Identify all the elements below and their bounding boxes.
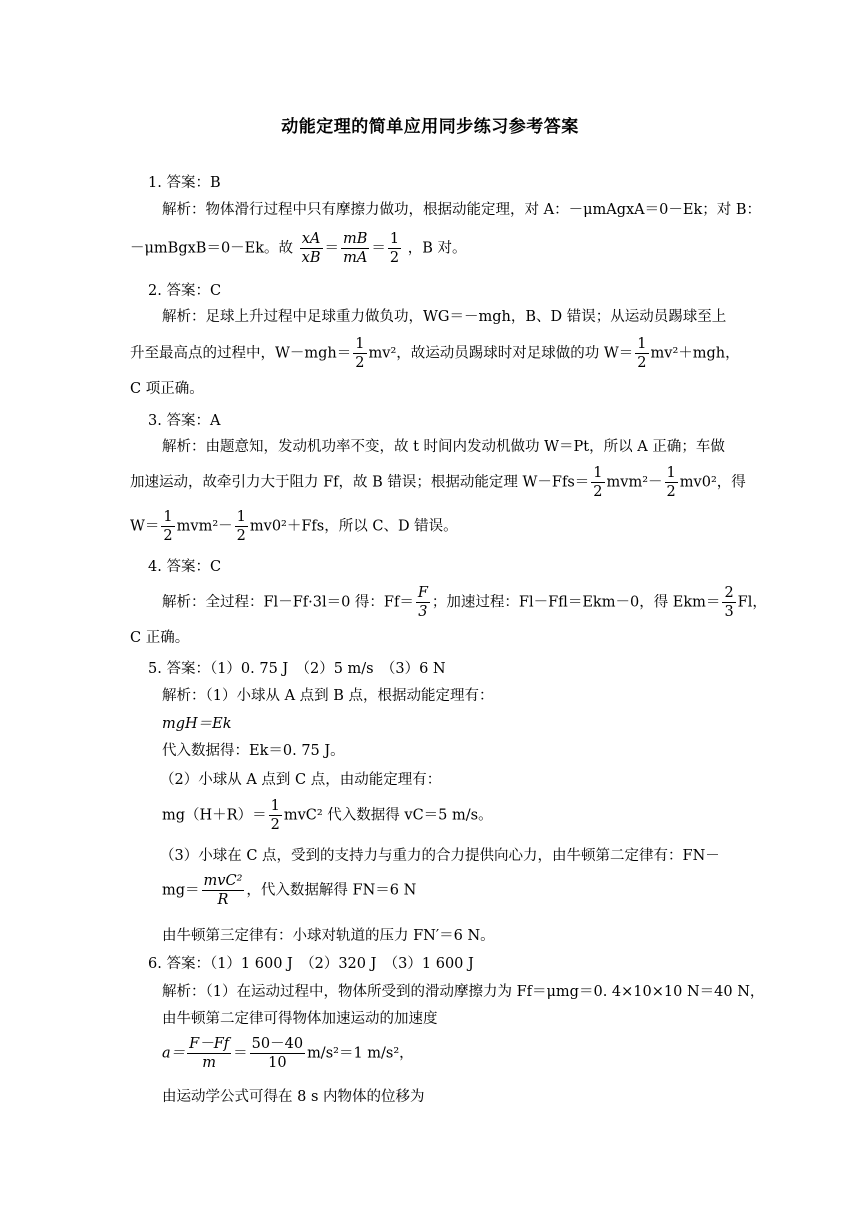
explanation-5-line-4: （2）小球从 A 点到 C 点，由动能定理有： <box>160 772 442 788</box>
numerator: 1 <box>389 231 400 247</box>
denominator: 2 <box>163 528 173 544</box>
explanation-2-line-1: 解析：足球上升过程中足球重力做负功，WG＝－mgh，B、D 错误；从运动员踢球至上 <box>162 309 727 325</box>
numerator: mB <box>343 231 368 247</box>
denominator: mA <box>343 250 368 266</box>
fraction <box>235 508 248 545</box>
answer-6: 6. 答案：（1）1 600 J （2）320 J （3）1 600 J <box>148 956 474 972</box>
text-segment: ，B 对。 <box>407 240 467 257</box>
explanation-2-line-3: C 项正确。 <box>130 381 204 397</box>
explanation-2-line-2 <box>0 335 860 372</box>
denominator: m <box>202 1055 217 1071</box>
text-segment: mvm²－ <box>176 518 233 535</box>
explanation-6-line-4: 由运动学公式可得在 8 s 内物体的位移为 <box>162 1089 425 1105</box>
text-segment: a＝ <box>162 1045 186 1062</box>
explanation-5-line-3: 代入数据得：Ek＝0. 75 J。 <box>162 743 345 759</box>
fraction <box>300 230 323 267</box>
fraction <box>250 1035 305 1072</box>
numerator: 50－40 <box>251 1036 304 1052</box>
text-segment: mv0²＋Ffs，所以 C、D 错误。 <box>249 518 458 535</box>
text-segment: 升至最高点的过程中，W－mgh＝ <box>130 345 352 362</box>
explanation-1-line-2: －μmBgxB＝0－Ek。故 $\frac{xA}{xB}$ ＝ $\frac{mB}{mA}$ ＝ $\frac{1}{2}$ ，B 对。 <box>130 231 467 266</box>
text-segment: m/s²＝1 m/s²， <box>307 1045 414 1062</box>
text-segment: mv0²，得 <box>679 474 746 491</box>
denominator: 2 <box>637 355 647 371</box>
denominator: 2 <box>355 355 365 371</box>
explanation-5-line-7 <box>0 872 860 909</box>
explanation-3-line-2 <box>0 464 860 501</box>
denominator: 3 <box>724 604 734 620</box>
denominator: 10 <box>268 1055 287 1071</box>
fraction <box>341 230 369 267</box>
fraction <box>635 335 648 372</box>
explanation-5-line-5 <box>0 797 860 834</box>
numerator: 1 <box>355 336 365 352</box>
text-segment: Fl， <box>737 594 767 611</box>
explanation-6-line-2: 由牛顿第二定律可得物体加速运动的加速度 <box>162 1011 438 1027</box>
explanation-5-line-6: （3）小球在 C 点，受到的支持力与重力的合力提供向心力，由牛顿第二定律有：FN－ <box>160 848 720 864</box>
text-segment: ；加速过程：Fl－Ffl＝Ekm－0，得 Ekm＝ <box>431 594 721 611</box>
explanation-5-line-8: 由牛顿第三定律有：小球对轨道的压力 FN′＝6 N。 <box>162 928 495 944</box>
text-segment: mg（H＋R）＝ <box>162 807 267 824</box>
fraction <box>388 230 401 267</box>
explanation-1-line-1: 解析：物体滑行过程中只有摩擦力做功，根据动能定理，对 A：－μmAgxA＝0－Ek；对 B： <box>162 202 762 218</box>
numerator: 1 <box>270 798 280 814</box>
explanation-3-line-3 <box>0 508 860 545</box>
text-segment: mv²＋mgh， <box>650 345 740 362</box>
text-segment: mvm²－ <box>606 474 663 491</box>
denominator: 2 <box>236 528 246 544</box>
text-segment: 解析：全过程：Fl－Ff·3l＝0 得：Ff＝ <box>162 594 414 611</box>
numerator: 2 <box>724 585 734 601</box>
numerator: 1 <box>637 336 647 352</box>
denominator: 2 <box>593 484 603 500</box>
fraction <box>269 797 282 834</box>
answer-3: 3. 答案：A <box>148 413 221 429</box>
fraction <box>591 464 604 501</box>
denominator: 2 <box>270 817 280 833</box>
answer-1: 1. 答案：B <box>148 175 221 191</box>
numerator: 1 <box>666 465 676 481</box>
answer-2: 2. 答案：C <box>148 283 222 299</box>
fraction <box>665 464 678 501</box>
numerator: 1 <box>163 509 173 525</box>
explanation-4-line-1 <box>0 584 860 621</box>
fraction <box>416 584 430 621</box>
fraction <box>202 872 245 909</box>
explanation-3-line-1: 解析：由题意知，发动机功率不变，故 t 时间内发动机做功 W＝Pt，所以 A 正确；车做 <box>162 439 725 455</box>
denominator: R <box>217 892 229 908</box>
numerator: 1 <box>593 465 603 481</box>
text-segment: mvC² 代入数据得 vC＝5 m/s。 <box>283 807 493 824</box>
numerator: mvC² <box>203 873 243 889</box>
numerator: F <box>417 585 428 601</box>
fraction <box>353 335 366 372</box>
text-segment: 加速运动，故牵引力大于阻力 Ff，故 B 错误；根据动能定理 W－Ffs＝ <box>130 474 590 491</box>
answer-4: 4. 答案：C <box>148 559 222 575</box>
fraction <box>722 584 735 621</box>
text-segment: －μmBgxB＝0－Ek。故 <box>130 240 294 257</box>
fraction <box>161 508 174 545</box>
denominator: 2 <box>389 250 400 266</box>
explanation-5-line-1: 解析：（1）小球从 A 点到 B 点，根据动能定理有： <box>162 688 494 704</box>
text-segment: ＝ <box>233 1045 248 1062</box>
explanation-4-line-2: C 正确。 <box>130 630 190 646</box>
text-segment: ，代入数据解得 FN＝6 N <box>246 882 417 899</box>
fraction <box>187 1035 231 1072</box>
text-segment: W＝ <box>130 518 160 535</box>
text-segment: mv²，故运动员踢球时对足球做的功 W＝ <box>368 345 634 362</box>
denominator: 3 <box>418 604 428 620</box>
explanation-6-line-1: 解析：（1）在运动过程中，物体所受到的滑动摩擦力为 Ff＝μmg＝0. 4×10×10 N＝40 N， <box>162 984 765 1000</box>
text-segment: mg＝ <box>162 882 200 899</box>
numerator: xA <box>300 230 323 249</box>
numerator: F－Ff <box>189 1036 230 1052</box>
explanation-6-line-3 <box>0 1035 860 1072</box>
numerator: 1 <box>236 509 246 525</box>
page-title: 动能定理的简单应用同步练习参考答案 <box>281 117 579 137</box>
denominator: 2 <box>666 484 676 500</box>
denominator: xB <box>301 250 321 266</box>
explanation-5-line-2: mgH＝Ek <box>162 716 232 732</box>
answer-5: 5. 答案：（1）0. 75 J （2）5 m/s （3）6 N <box>148 661 446 677</box>
